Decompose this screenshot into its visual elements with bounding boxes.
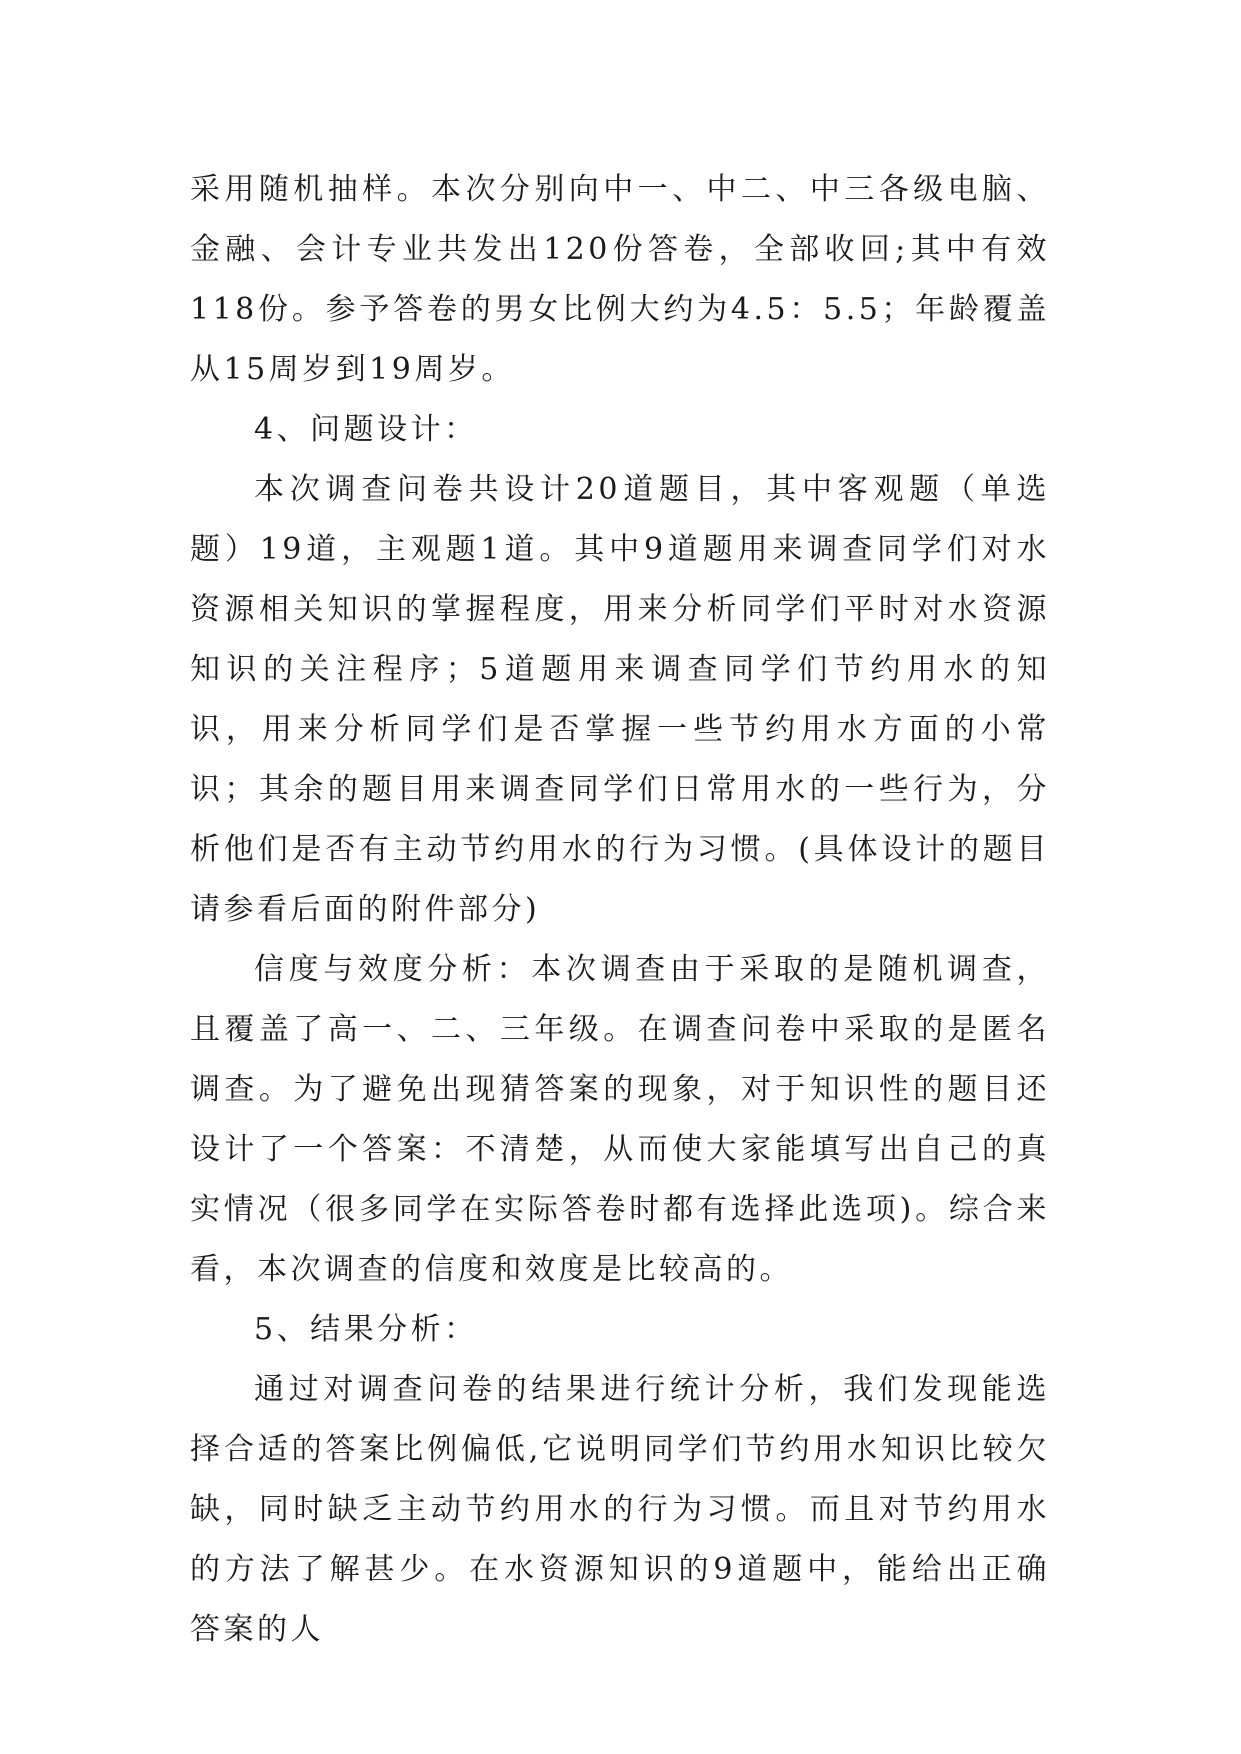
document-body [190,160,1050,1660]
paragraph-sampling: 采用随机抽样。本次分别向中一、中二、中三各级电脑、金融、会计专业共发出120份答卷，全部收回;其中有效118份。参予答卷的男女比例大约为4.5：5.5；年龄覆盖从15周岁到19周岁。 [190,172,1050,387]
heading-result-analysis: 5、结果分析： [254,1312,478,1347]
paragraph-question-design: 本次调查问卷共设计20道题目，其中客观题（单选题）19道，主观题1道。其中9道题用来调查同学们对水资源相关知识的掌握程度，用来分析同学们平时对水资源知识的关注程序；5道题用来调查同学们节约用水的知识，用来分析同学们是否掌握一些节约用水方面的小常识；其余的题目用来调查同学们日常用水的一些行为，分析他们是否有主动节约用水的行为习惯。(具体设计的题目请参看后面的附件部分) [190,472,1050,927]
paragraph-reliability-validity: 信度与效度分析：本次调查由于采取的是随机调查，且覆盖了高一、二、三年级。在调查问卷中采取的是匿名调查。为了避免出现猜答案的现象，对于知识性的题目还设计了一个答案：不清楚，从而使大家能填写出自己的真实情况（很多同学在实际答卷时都有选择此选项)。综合来看，本次调查的信度和效度是比较高的。 [190,952,1050,1287]
paragraph-result-analysis: 通过对调查问卷的结果进行统计分析，我们发现能选择合适的答案比例偏低,它说明同学们节约用水知识比较欠缺，同时缺乏主动节约用水的行为习惯。而且对节约用水的方法了解甚少。在水资源知识的9道题中，能给出正确答案的人 [190,1372,1050,1647]
heading-question-design: 4、问题设计： [254,412,478,447]
